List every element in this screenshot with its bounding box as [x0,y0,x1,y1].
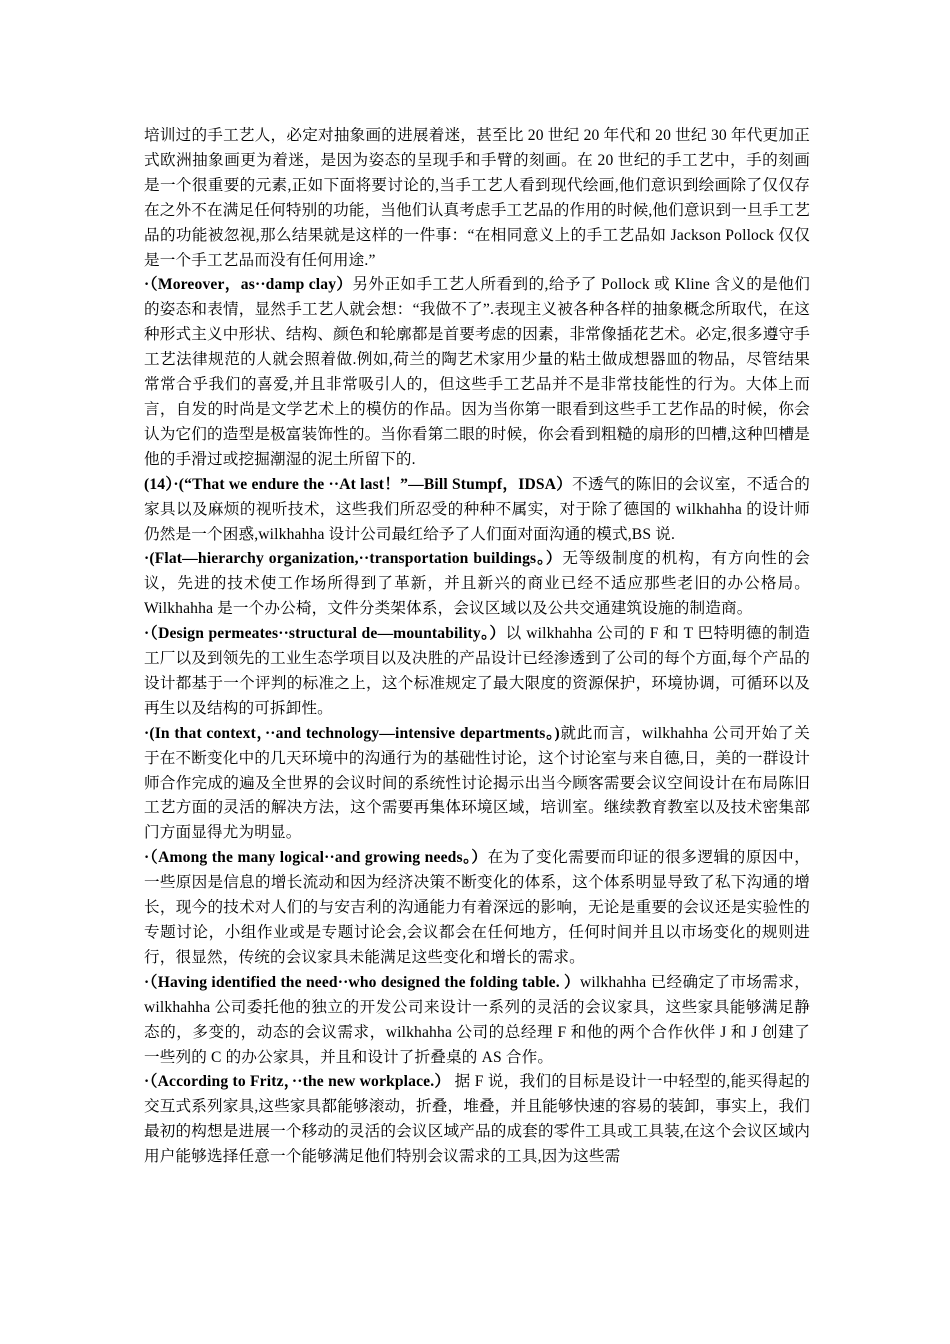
paragraph-lead: ·（Moreover，as··damp clay） [144,276,353,294]
paragraph-lead: ·(In that context，··and technology—intensive departments。) [144,724,560,742]
paragraph-bill-stumpf [144,473,810,548]
paragraph-lead: ·（Having identified the need··who designed the folding table. ） [144,973,580,991]
paragraph-according-to-fritz [144,1070,810,1170]
paragraph-text: 另外正如手工艺人所看到的,给予了 Pollock 或 Kline 含义的是他们的姿态和表情，显然手工艺人就会想：“我做不了”.表现主义被各种各样的抽象概念所取代，在这种形式主义中形状、结构、颜色和轮廓都是首要考虑的因素，非常像插花艺术。必定,很多遵守手工艺法律规范的人就会照着做.例如,荷兰的陶艺术家用少量的粘土做成想器皿的物品，尽管结果常常合乎我们的喜爱,并且非常吸引人的，但这些手工艺品并不是非常技能性的行为。大体上而言，自发的时尚是文学艺术上的模仿的作品。因为当你第一眼看到这些手工艺作品的时候，你会认为它们的造型是极富装饰性的。当你看第二眼的时候，你会看到粗糙的扇形的凹槽,这种凹槽是他的手滑过或挖掘潮湿的泥土所留下的. [144,276,810,468]
paragraph-lead: ·(Flat—hierarchy organization,··transportation buildings。） [144,550,563,568]
paragraph-lead: ·（Among the many logical··and growing needs。） [144,849,488,867]
document-body [144,124,810,1170]
paragraph-text: 无等级制度的机构，有方向性的会议，先进的技术使工作场所得到了革新，并且新兴的商业已经不适应那些老旧的办公格局。Wilkhahha 是一个办公椅，文件分类架体系，会议区域以及公共交通建筑设施的制造商。 [144,550,810,618]
paragraph-having-identified [144,971,810,1071]
paragraph-text: wilkhahha 已经确定了市场需求，wilkhahha 公司委托他的独立的开发公司来设计一系列的灵活的会议家具，这些家具能够满足静态的，多变的，动态的会议需求，wilkhahha 公司的总经理 F 和他的两个合作伙伴 J 和 J 创建了一些列的 C 的办公家具，并且和设计了折叠桌的 AS 合作。 [144,973,811,1066]
paragraph-text: 培训过的手工艺人，必定对抽象画的进展着迷，甚至比 20 世纪 20 年代和 20 世纪 30 年代更加正式欧洲抽象画更为着迷，是因为姿态的呈现手和手臂的刻画。在 20 世纪的手工艺中，手的刻画是一个很重要的元素,正如下面将要讨论的,当手工艺人看到现代绘画,他们意识到绘画除了仅仅存在之外不在满足任何特别的功能，当他们认真考虑手工艺品的作用的时候,他们意识到一旦手工艺品的功能被忽视,那么结果就是这样的一件事：“在相同意义上的手工艺品如 Jackson Pollock 仅仅是一个手工艺品而没有任何用途.” [144,127,810,269]
paragraph-moreover [144,273,810,472]
paragraph-lead: ·（Design permeates··structural de—mountability。） [144,625,506,643]
paragraph-text: 就此而言，wilkhahha 公司开始了关于在不断变化中的几天环境中的沟通行为的基础性讨论，这个讨论室与来自德,日，美的一群设计师合作完成的遍及全世界的会议时间的系统性讨论揭示出当今顾客需要会议空间设计在布局陈旧工艺方面的灵活的解决方法，这个需要再集体环境区域，培训室。继续教育教室以及技术密集部门方面显得尤为明显。 [144,724,810,842]
paragraph-in-that-context [144,722,810,847]
paragraph-intro [144,124,810,273]
paragraph-lead: ·（According to Fritz，··the new workplace.） [144,1073,451,1091]
paragraph-flat-hierarchy [144,547,810,622]
paragraph-design-permeates [144,622,810,722]
paragraph-text: 以 wilkhahha 公司的 F 和 T 巴特明德的制造工厂以及到领先的工业生态学项目以及决胜的产品设计已经渗透到了公司的每个方面,每个产品的设计都基于一个评判的标准之上，这个标准规定了最大限度的资源保护，环境协调，可循环以及再生以及结构的可拆卸性。 [144,625,810,717]
paragraph-text: 不透气的陈旧的会议室，不适合的家具以及麻烦的视听技术，这些我们所忍受的种种不属实，对于除了德国的 wilkhahha 的设计师仍然是一个困惑,wilkhahha 设计公司最红给予了人们面对面沟通的模式,BS 说. [144,475,810,543]
paragraph-text: 据 F 说，我们的目标是设计一中轻型的,能买得起的交互式系列家具,这些家具都能够滚动，折叠，堆叠，并且能够快速的容易的装卸，事实上，我们最初的构想是进展一个移动的灵活的会议区域产品的成套的零件工具或工具装,在这个会议区域内用户能够选择任意一个能够满足他们特别会议需求的工具,因为这些需 [144,1073,810,1166]
paragraph-among-logical [144,846,810,971]
paragraph-text: 在为了变化需要而印证的很多逻辑的原因中，一些原因是信息的增长流动和因为经济决策不断变化的体系，这个体系明显导致了私下沟通的增长，现今的技术对人们的与安吉利的沟通能力有着深远的影响，无论是重要的会议还是实验性的专题讨论，小组作业或是专题讨论会,会议都会在任何地方，任何时间并且以市场变化的规则进行，很显然，传统的会议家具未能满足这些变化和增长的需求。 [144,849,810,966]
paragraph-lead: (14）·(“That we endure the ··At last！”—Bill Stumpf，IDSA） [144,475,573,493]
